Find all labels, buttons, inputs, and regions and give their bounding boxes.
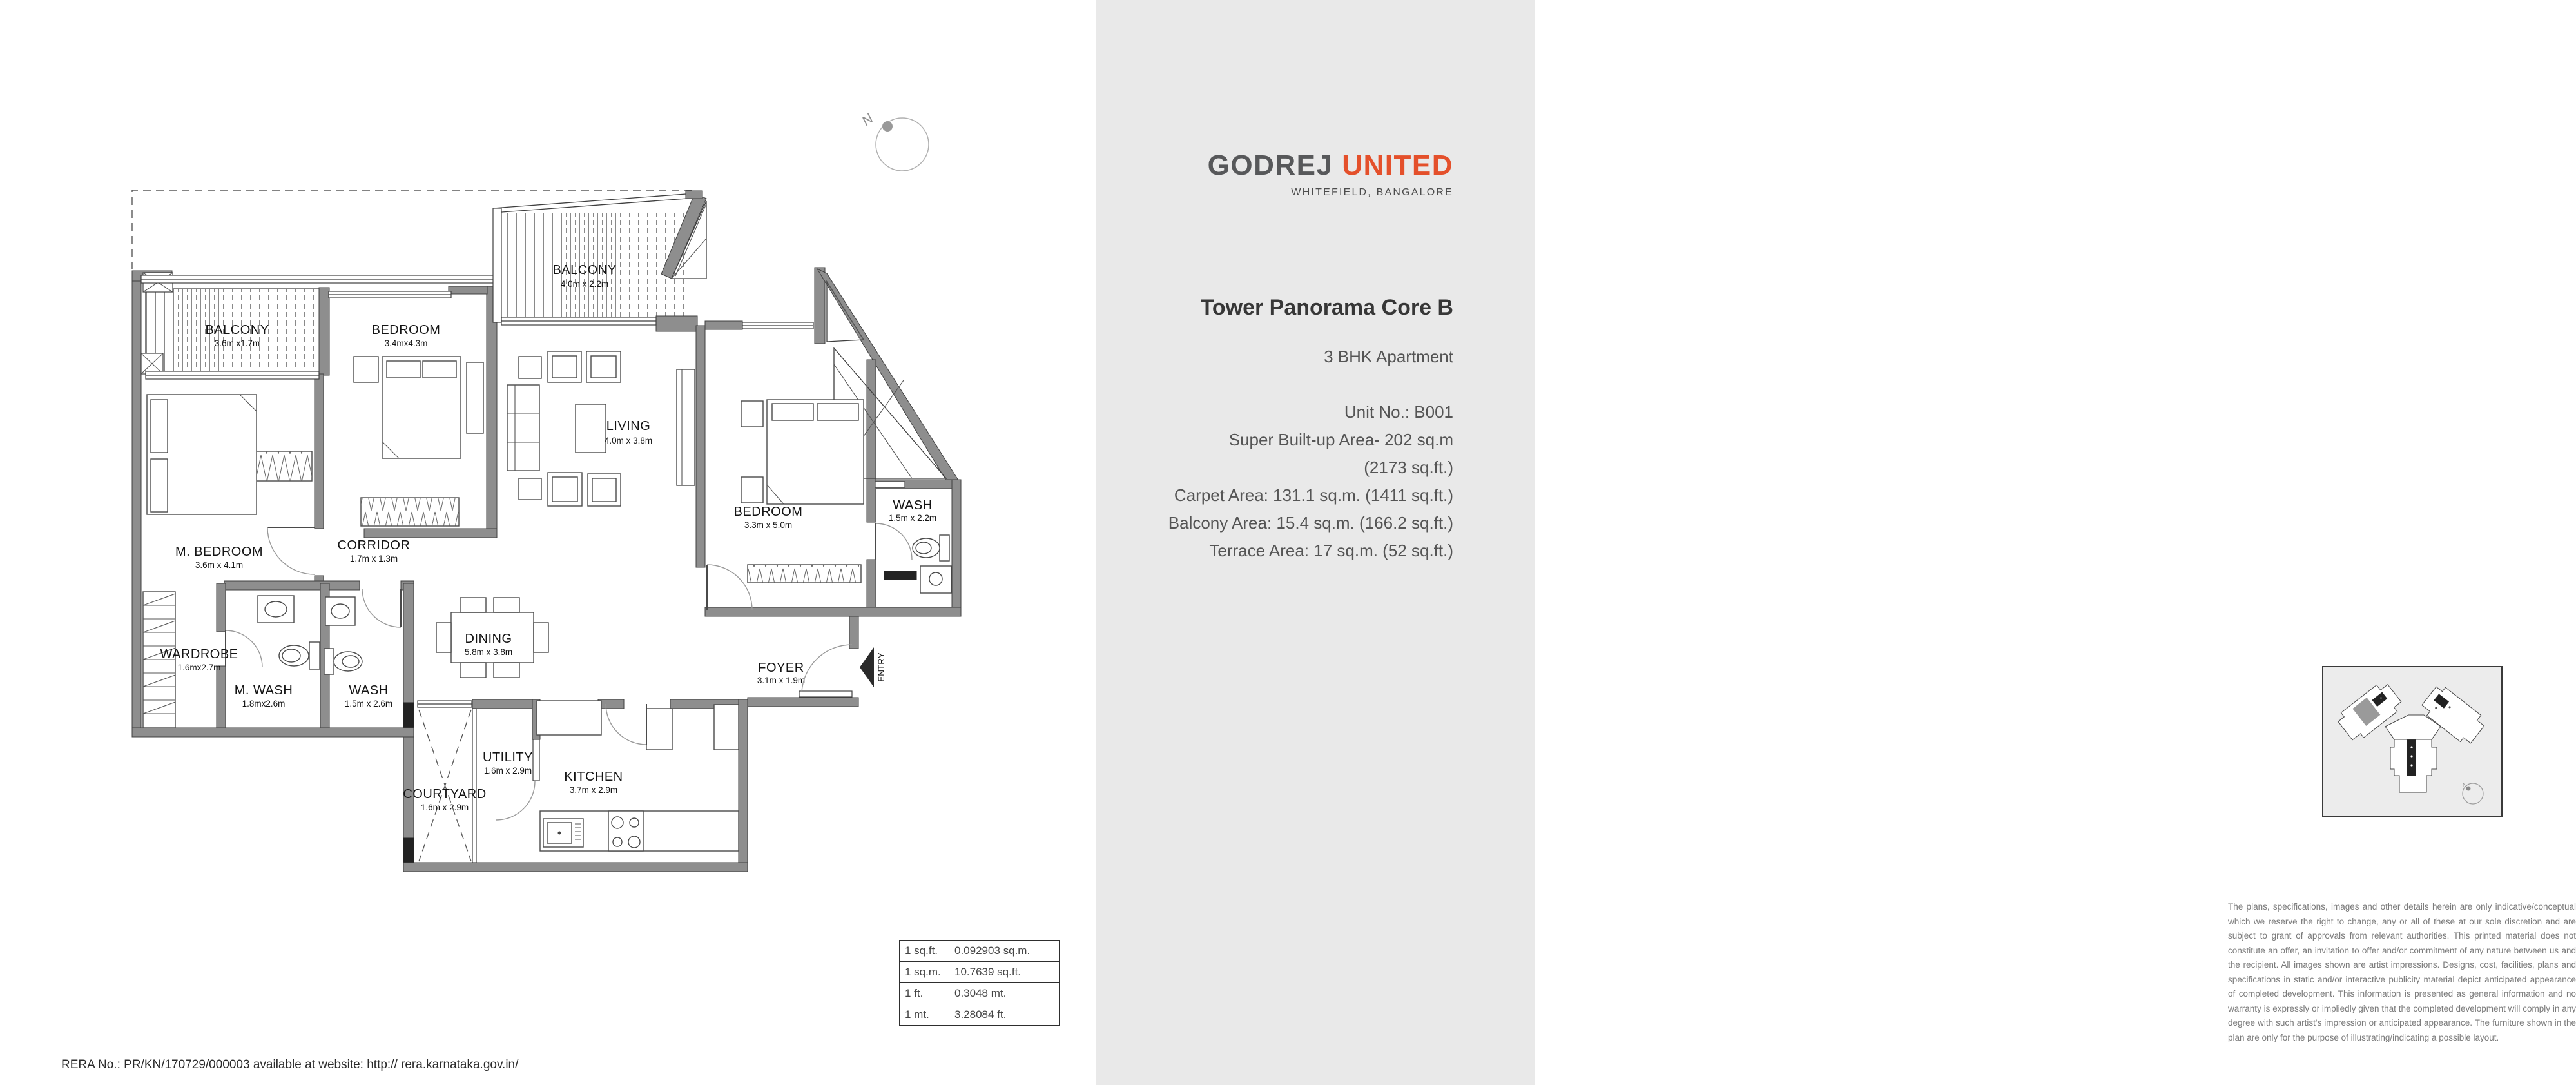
- room-dims: 3.7m x 2.9m: [569, 785, 618, 795]
- conv-value: 0.3048 mt.: [949, 983, 1060, 1004]
- room-label: BEDROOM: [371, 323, 441, 337]
- bedroom-right-bed: [741, 400, 864, 504]
- room-dims: 5.8m x 3.8m: [464, 647, 513, 657]
- brand-secondary: UNITED: [1342, 150, 1453, 181]
- disclaimer-text: The plans, specifications, images and other details herein are only indicative/conceptual which we reserve the right to change, any or all of these at our sole discretion and are subject to grant of approvals from relevant authorities. This printed material does not constitute an offer, an invitation to offer and/or commitment of any nature between us and the recipient. All images shown are artist impressions. Designs, cost, facilities, plans and specifications in static and/or interactive publicity material depict anticipated appearance of completed development. This information is presented as general information and no warranty is expressly or impliedly given that the completed development will comply in any degree with such artist's impression or anticipated appearance. The furniture shown in the plan are only for the purpose of illustrating/indicating a possible layout.: [2228, 902, 2576, 1042]
- room-dims: 3.6m x 4.1m: [195, 560, 244, 570]
- room-label: CORRIDOR: [337, 538, 411, 552]
- master-bed: [147, 395, 257, 514]
- room-dims: 3.3m x 5.0m: [744, 520, 793, 530]
- table-row: [900, 983, 1060, 1004]
- room-label: KITCHEN: [564, 770, 623, 784]
- super-builtup-area-sqft: (2173 sq.ft.): [1364, 458, 1453, 477]
- unit-details: [1168, 398, 1453, 565]
- entry-label: ENTRY: [876, 652, 886, 682]
- conversion-table: [899, 940, 1060, 1026]
- brand-logo: [1208, 150, 1453, 182]
- balcony-area: Balcony Area: 15.4 sq.m. (166.2 sq.ft.): [1168, 513, 1453, 533]
- conv-unit: 1 sq.m.: [900, 962, 949, 983]
- room-dims: 1.6m x 2.9m: [420, 803, 469, 812]
- conv-value: 10.7639 sq.ft.: [949, 962, 1060, 983]
- conv-unit: 1 sq.ft.: [900, 941, 949, 962]
- room-dims: 1.7m x 1.3m: [349, 554, 398, 563]
- key-plan-drawing: [2323, 667, 2501, 816]
- room-label: WASH: [349, 683, 389, 698]
- table-row: [900, 941, 1060, 962]
- room-label: M. BEDROOM: [175, 545, 264, 559]
- room-label: M. WASH: [234, 683, 293, 698]
- conv-unit: 1 mt.: [900, 1004, 949, 1026]
- room-dims: 1.6m x 2.9m: [483, 766, 532, 776]
- brand-primary: GODREJ: [1207, 150, 1342, 181]
- info-panel: [1096, 0, 2576, 1085]
- conv-value: 0.092903 sq.m.: [949, 941, 1060, 962]
- floor-plan-drawing: [0, 0, 1096, 1085]
- room-label: FOYER: [758, 661, 804, 675]
- page-title: Tower Panorama Core B: [1200, 295, 1453, 320]
- room-dims: 1.5m x 2.2m: [888, 513, 937, 523]
- courtyard-cross: [419, 710, 471, 861]
- conv-unit: 1 ft.: [900, 983, 949, 1004]
- conv-value: 3.28084 ft.: [949, 1004, 1060, 1026]
- room-dims: 1.6mx2.7m: [177, 663, 221, 672]
- super-builtup-area: Super Built-up Area- 202 sq.m: [1228, 430, 1453, 449]
- room-label: BEDROOM: [733, 505, 803, 519]
- room-label: BALCONY: [205, 323, 269, 337]
- balcony-deck-top-center: [493, 193, 695, 317]
- room-dims: 3.6m x1.7m: [214, 338, 260, 348]
- room-dims: 3.4mx4.3m: [384, 338, 428, 348]
- room-dims: 3.1m x 1.9m: [757, 676, 806, 685]
- room-label: UTILITY: [483, 750, 533, 765]
- room-label: WASH: [893, 498, 933, 513]
- living-sofa-set: [507, 351, 695, 506]
- room-dims: 1.5m x 2.6m: [344, 699, 393, 709]
- bedroom-top-bed: [354, 357, 483, 458]
- key-plan-compass-icon: [2463, 782, 2483, 804]
- table-row: [900, 1004, 1060, 1026]
- carpet-area: Carpet Area: 131.1 sq.m. (1411 sq.ft.): [1174, 485, 1453, 505]
- north-compass-icon: [859, 111, 929, 171]
- room-label: COURTYARD: [403, 787, 487, 801]
- table-row: [900, 962, 1060, 983]
- unit-number: Unit No.: B001: [1344, 402, 1453, 422]
- svg-text:N: N: [2463, 782, 2467, 788]
- room-dims: 4.0m x 3.8m: [604, 436, 653, 445]
- room-label: WARDROBE: [160, 647, 238, 661]
- room-label: BALCONY: [552, 263, 617, 277]
- unit-subtitle: 3 BHK Apartment: [1324, 347, 1453, 366]
- entry-arrow: [860, 647, 886, 687]
- room-label: DINING: [465, 632, 512, 646]
- room-dims: 4.0m x 2.2m: [560, 279, 609, 289]
- room-dims: 1.8mx2.6m: [242, 699, 286, 709]
- brand-location: WHITEFIELD, BANGALORE: [1291, 187, 1453, 198]
- rera-registration-text: RERA No.: PR/KN/170729/000003 available at website: http:// rera.karnataka.gov.in/: [61, 1058, 519, 1071]
- terrace-area: Terrace Area: 17 sq.m. (52 sq.ft.): [1209, 541, 1453, 560]
- north-label: N: [859, 111, 876, 129]
- room-label: LIVING: [606, 419, 651, 433]
- key-plan: [2322, 666, 2503, 817]
